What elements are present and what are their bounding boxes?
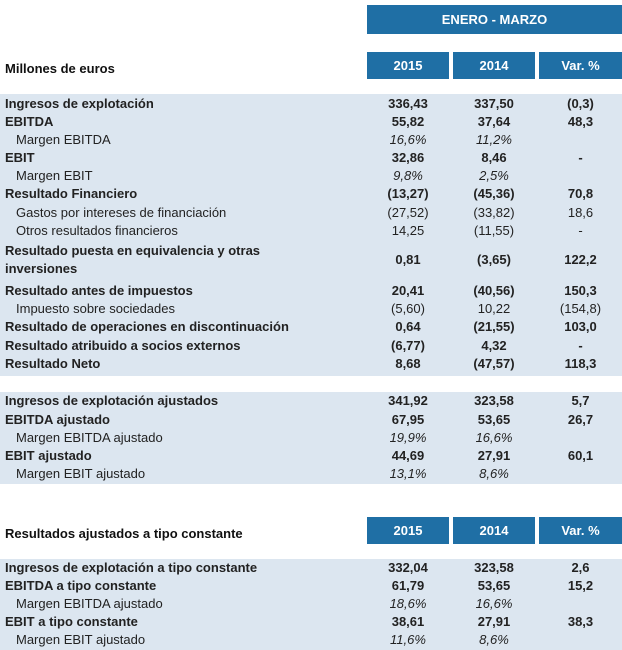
value-2014: (11,55) (473, 223, 515, 238)
value-2014: 16,6% (475, 596, 513, 611)
value-2015: 20,41 (391, 283, 425, 298)
table2-col-2015: 2015 (367, 517, 449, 544)
value-2015: 38,61 (391, 614, 425, 629)
value-var: 48,3 (567, 114, 594, 129)
value-2014: (33,82) (473, 205, 515, 220)
value-var: (0,3) (567, 96, 594, 111)
table1-title: Millones de euros (5, 61, 115, 76)
row-label: Margen EBIT ajustado (16, 632, 146, 647)
value-2015: 55,82 (391, 114, 425, 129)
value-2014: (40,56) (473, 283, 515, 298)
value-2014: 11,2% (476, 132, 512, 147)
value-var: 5,7 (571, 393, 590, 408)
row-label: Ingresos de explotación ajustados (5, 393, 219, 408)
row-label: Resultado de operaciones en discontinuación (5, 319, 289, 334)
value-var: 26,7 (567, 412, 594, 427)
table2-title: Resultados ajustados a tipo constante (5, 526, 243, 541)
row-label: Margen EBITDA (16, 132, 111, 147)
value-2014: 27,91 (477, 448, 511, 463)
row-label: Resultado antes de impuestos (5, 283, 193, 298)
value-2014: (3,65) (477, 252, 511, 267)
value-2014: 27,91 (477, 614, 511, 629)
row-label: Resultado Financiero (5, 186, 138, 201)
row-label: Gastos por intereses de financiación (16, 205, 227, 220)
value-var: 18,6 (567, 205, 594, 220)
row-label: EBIT ajustado (5, 448, 92, 463)
table2-col-2014: 2014 (453, 517, 535, 544)
row-label: Resultado atribuido a socios externos (5, 338, 241, 353)
value-2014: 37,64 (477, 114, 511, 129)
value-var: 122,2 (564, 252, 597, 267)
value-var: 60,1 (567, 448, 594, 463)
value-2014: 53,65 (477, 412, 511, 427)
value-2014: 4,32 (481, 338, 507, 353)
value-2015: 0,64 (395, 319, 421, 334)
value-2015: 32,86 (391, 150, 425, 165)
value-2015: (6,77) (391, 338, 425, 353)
value-2015: 16,6% (389, 132, 427, 147)
value-2015: 332,04 (388, 560, 428, 575)
table2-col-var: Var. % (539, 517, 622, 544)
row-label: Margen EBIT (16, 168, 93, 183)
value-2015: (13,27) (387, 186, 429, 201)
value-2015: 61,79 (391, 578, 425, 593)
row-label: EBIT a tipo constante (5, 614, 138, 629)
value-var: (154,8) (559, 301, 602, 316)
value-2014: 337,50 (474, 96, 514, 111)
value-var: - (578, 223, 583, 238)
row-label: Margen EBIT ajustado (16, 466, 146, 481)
row-label: EBIT (5, 150, 35, 165)
value-var: 103,0 (564, 319, 597, 334)
row-label: EBITDA a tipo constante (5, 578, 157, 593)
value-2015: 11,6% (390, 632, 426, 647)
row-label: EBITDA ajustado (5, 412, 110, 427)
value-var: 38,3 (567, 614, 594, 629)
value-var: - (578, 338, 583, 353)
value-2014: 8,46 (481, 150, 507, 165)
value-2015: 0,81 (395, 252, 421, 267)
value-2015: 18,6% (389, 596, 427, 611)
table1-col-2015: 2015 (367, 52, 449, 79)
value-var: - (578, 150, 583, 165)
value-2015: 67,95 (391, 412, 425, 427)
value-2014: (45,36) (473, 186, 515, 201)
row-label-line2: inversiones (5, 261, 78, 276)
value-2014: (21,55) (473, 319, 515, 334)
row-label: EBITDA (5, 114, 54, 129)
value-var: 118,3 (564, 356, 597, 371)
value-2014: 8,6% (479, 466, 509, 481)
value-2015: 13,1% (389, 466, 427, 481)
row-label: Resultado Neto (5, 356, 101, 371)
row-label: Otros resultados financieros (16, 223, 178, 238)
period-header: ENERO - MARZO (367, 5, 622, 34)
value-2015: 19,9% (389, 430, 427, 445)
value-2014: (47,57) (473, 356, 515, 371)
value-2015: 8,68 (395, 356, 421, 371)
value-2014: 53,65 (477, 578, 511, 593)
value-2015: (27,52) (387, 205, 429, 220)
row-label: Margen EBITDA ajustado (16, 430, 163, 445)
row-label: Ingresos de explotación a tipo constante (5, 560, 258, 575)
value-2014: 2,5% (479, 168, 509, 183)
value-2015: (5,60) (391, 301, 425, 316)
row-label: Resultado puesta en equivalencia y otras (5, 243, 261, 258)
value-2014: 16,6% (475, 430, 513, 445)
row-label: Margen EBITDA ajustado (16, 596, 163, 611)
value-2015: 44,69 (391, 448, 425, 463)
table1-col-2014: 2014 (453, 52, 535, 79)
value-2015: 9,8% (393, 168, 423, 183)
value-var: 15,2 (567, 578, 594, 593)
value-2014: 8,6% (479, 632, 509, 647)
value-2015: 341,92 (388, 393, 428, 408)
value-2014: 10,22 (477, 301, 511, 316)
value-2015: 14,25 (391, 223, 425, 238)
row-label: Impuesto sobre sociedades (16, 301, 175, 316)
value-var: 2,6 (571, 560, 590, 575)
value-2014: 323,58 (474, 560, 514, 575)
value-2014: 323,58 (474, 393, 514, 408)
table1-col-var: Var. % (539, 52, 622, 79)
row-label: Ingresos de explotación (5, 96, 154, 111)
value-var: 150,3 (564, 283, 597, 298)
value-2015: 336,43 (388, 96, 428, 111)
value-var: 70,8 (567, 186, 594, 201)
